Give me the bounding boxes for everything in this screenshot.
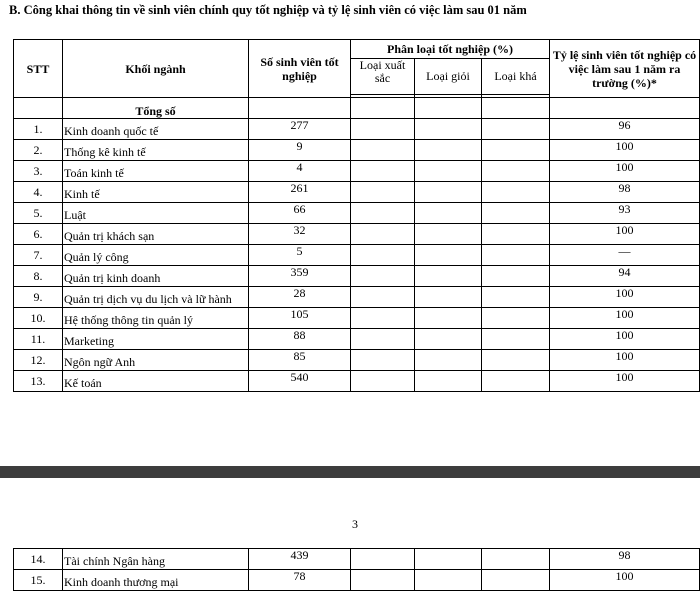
- page-separator: [0, 466, 700, 478]
- table-row: [14, 119, 700, 140]
- excellent-percent: [351, 161, 415, 182]
- table-row: [14, 350, 700, 371]
- table-row: [14, 182, 700, 203]
- major-name: Luật: [63, 203, 249, 224]
- graduates-count: 105: [249, 308, 351, 329]
- fair-percent: [482, 140, 550, 161]
- employment-rate: 96: [550, 119, 700, 140]
- good-percent: [415, 245, 482, 266]
- header-stt: STT: [14, 40, 63, 98]
- header-major: Khối ngành: [63, 40, 249, 98]
- major-name: Quản trị dịch vụ du lịch và lữ hành: [63, 287, 249, 308]
- table-row: [14, 266, 700, 287]
- major-name: Kinh tế: [63, 182, 249, 203]
- table-row: [14, 161, 700, 182]
- employment-rate: 93: [550, 203, 700, 224]
- table-row: [14, 549, 700, 570]
- good-percent: [415, 570, 482, 591]
- graduates-count: 32: [249, 224, 351, 245]
- graduates-count: 439: [249, 549, 351, 570]
- table-row: [14, 287, 700, 308]
- excellent-percent: [351, 287, 415, 308]
- graduates-count: 359: [249, 266, 351, 287]
- table-row: [14, 224, 700, 245]
- graduates-count: 4: [249, 161, 351, 182]
- table-row: [14, 570, 700, 591]
- fair-percent: [482, 371, 550, 392]
- employment-rate: 100: [550, 140, 700, 161]
- graduates-count: 28: [249, 287, 351, 308]
- employment-rate: 100: [550, 371, 700, 392]
- good-percent: [415, 140, 482, 161]
- major-name: Ngôn ngữ Anh: [63, 350, 249, 371]
- fair-percent: [482, 245, 550, 266]
- graduates-count: 277: [249, 119, 351, 140]
- excellent-percent: [351, 570, 415, 591]
- row-number: 7.: [14, 245, 63, 266]
- row-number: 8.: [14, 266, 63, 287]
- excellent-percent: [351, 549, 415, 570]
- table-row: [14, 203, 700, 224]
- row-number: 14.: [14, 549, 63, 570]
- employment-rate: 98: [550, 182, 700, 203]
- row-number: 4.: [14, 182, 63, 203]
- excellent-percent: [351, 308, 415, 329]
- excellent-percent: [351, 203, 415, 224]
- row-number: 11.: [14, 329, 63, 350]
- total-row: [14, 98, 700, 119]
- row-number: 9.: [14, 287, 63, 308]
- row-number: 6.: [14, 224, 63, 245]
- fair-percent: [482, 329, 550, 350]
- good-percent: [415, 224, 482, 245]
- good-percent: [415, 549, 482, 570]
- fair-percent: [482, 224, 550, 245]
- table-row: [14, 245, 700, 266]
- major-name: Quản trị khách sạn: [63, 224, 249, 245]
- major-name: Quản lý công: [63, 245, 249, 266]
- employment-rate: —: [550, 245, 700, 266]
- major-name: Kế toán: [63, 371, 249, 392]
- section-heading: B. Công khai thông tin về sinh viên chính quy tốt nghiệp và tỷ lệ sinh viên có việc làm sau 01 năm: [9, 3, 527, 17]
- graduates-count: 85: [249, 350, 351, 371]
- fair-percent: [482, 287, 550, 308]
- fair-percent: [482, 350, 550, 371]
- good-percent: [415, 287, 482, 308]
- excellent-percent: [351, 119, 415, 140]
- good-percent: [415, 119, 482, 140]
- fair-percent: [482, 182, 550, 203]
- graduates-count: 261: [249, 182, 351, 203]
- employment-rate: 100: [550, 350, 700, 371]
- table-row: [14, 140, 700, 161]
- major-name: Kinh doanh thương mại: [63, 570, 249, 591]
- good-percent: [415, 371, 482, 392]
- excellent-percent: [351, 140, 415, 161]
- major-name: Toán kinh tế: [63, 161, 249, 182]
- row-number: 3.: [14, 161, 63, 182]
- row-number: 10.: [14, 308, 63, 329]
- excellent-percent: [351, 245, 415, 266]
- row-number: 5.: [14, 203, 63, 224]
- graduates-table-continued: [13, 548, 700, 591]
- employment-rate: 98: [550, 549, 700, 570]
- fair-percent: [482, 266, 550, 287]
- fair-percent: [482, 549, 550, 570]
- fair-percent: [482, 203, 550, 224]
- good-percent: [415, 161, 482, 182]
- total-label: Tổng số: [63, 98, 249, 119]
- excellent-percent: [351, 182, 415, 203]
- row-number: 15.: [14, 570, 63, 591]
- excellent-percent: [351, 266, 415, 287]
- graduates-table: [13, 39, 700, 392]
- employment-rate: 100: [550, 329, 700, 350]
- good-percent: [415, 329, 482, 350]
- graduates-count: 5: [249, 245, 351, 266]
- major-name: Hệ thống thông tin quản lý: [63, 308, 249, 329]
- row-number: 1.: [14, 119, 63, 140]
- good-percent: [415, 266, 482, 287]
- major-name: Kinh doanh quốc tế: [63, 119, 249, 140]
- excellent-percent: [351, 224, 415, 245]
- excellent-percent: [351, 371, 415, 392]
- graduates-count: 9: [249, 140, 351, 161]
- employment-rate: 100: [550, 161, 700, 182]
- graduates-count: 88: [249, 329, 351, 350]
- major-name: Thống kê kinh tế: [63, 140, 249, 161]
- table-row: [14, 371, 700, 392]
- employment-rate: 100: [550, 224, 700, 245]
- employment-rate: 94: [550, 266, 700, 287]
- graduates-count: 78: [249, 570, 351, 591]
- table-row: [14, 329, 700, 350]
- header-classification: Phân loại tốt nghiệp (%): [351, 40, 550, 59]
- header-graduates: Số sinh viên tốt nghiệp: [249, 40, 351, 98]
- row-number: 13.: [14, 371, 63, 392]
- header-good: Loại giỏi: [415, 59, 482, 95]
- fair-percent: [482, 308, 550, 329]
- major-name: Quản trị kinh doanh: [63, 266, 249, 287]
- fair-percent: [482, 570, 550, 591]
- header-excellent: Loại xuất sắc: [351, 59, 415, 95]
- page-number: 3: [352, 517, 358, 531]
- good-percent: [415, 350, 482, 371]
- good-percent: [415, 203, 482, 224]
- header-fair: Loại khá: [482, 59, 550, 95]
- employment-rate: 100: [550, 287, 700, 308]
- fair-percent: [482, 119, 550, 140]
- row-number: 12.: [14, 350, 63, 371]
- graduates-count: 66: [249, 203, 351, 224]
- fair-percent: [482, 161, 550, 182]
- table-row: [14, 308, 700, 329]
- good-percent: [415, 182, 482, 203]
- good-percent: [415, 308, 482, 329]
- row-number: 2.: [14, 140, 63, 161]
- employment-rate: 100: [550, 570, 700, 591]
- major-name: Marketing: [63, 329, 249, 350]
- excellent-percent: [351, 329, 415, 350]
- employment-rate: 100: [550, 308, 700, 329]
- excellent-percent: [351, 350, 415, 371]
- header-employment-rate: Tỷ lệ sinh viên tốt nghiệp có việc làm sau 1 năm ra trường (%)*: [550, 40, 700, 98]
- major-name: Tài chính Ngân hàng: [63, 549, 249, 570]
- graduates-count: 540: [249, 371, 351, 392]
